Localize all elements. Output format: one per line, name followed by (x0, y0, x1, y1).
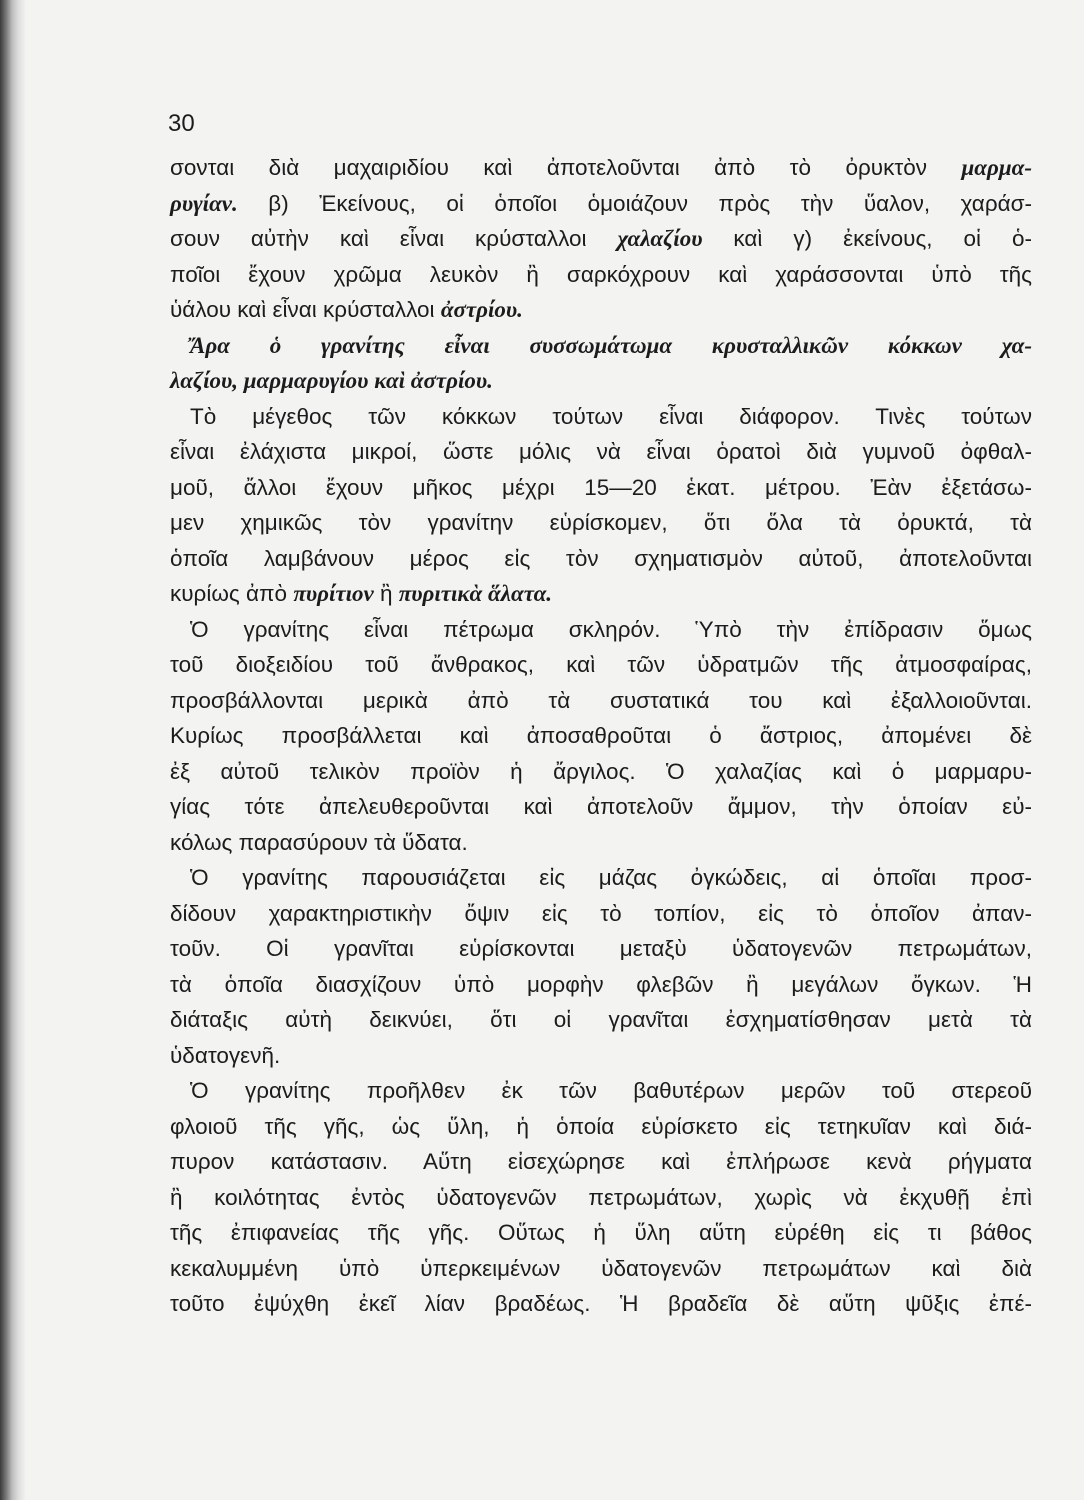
text-segment: Ὁ γρανίτης εἶναι πέτρωμα σκληρόν. Ὑπὸ τὴν ἐπίδρασιν ὅμως (190, 616, 1032, 642)
text-segment: ἢ (373, 581, 399, 606)
text-segment: προσβάλλονται μερικὰ ἀπὸ τὰ συστατικά του καὶ ἐξαλλοιοῦνται. (170, 687, 1032, 713)
text-segment: καὶ γ) ἐκείνους, οἱ ὁ- (702, 226, 1032, 251)
emphasized-text: χαλαζίου (617, 226, 703, 251)
text-line (170, 576, 1032, 612)
text-segment: ποῖοι ἔχουν χρῶμα λευκὸν ἢ σαρκόχρουν καὶ χαράσσονται ὑπὸ τῆς (170, 261, 1032, 287)
text-segment: σουν αὐτὴν καὶ εἶναι κρύσταλλοι (170, 226, 618, 251)
text-segment: κυρίως ἀπὸ (170, 581, 294, 606)
paragraph (170, 399, 1032, 612)
paragraph (170, 150, 1032, 328)
text-line (170, 1144, 1032, 1180)
text-line (170, 931, 1032, 967)
paragraph (170, 1073, 1032, 1322)
text-segment: ὑδατογενῆ. (170, 1042, 281, 1068)
text-segment: εἶναι ἐλάχιστα μικροί, ὥστε μόλις νὰ εἶναι ὁρατοὶ διὰ γυμνοῦ ὀφθαλ- (170, 439, 1032, 464)
book-binding-shadow (0, 0, 26, 1500)
text-line (170, 683, 1032, 719)
text-line (170, 647, 1032, 683)
text-segment: μοῦ, ἄλλοι ἔχουν μῆκος μέχρι 15—20 ἑκατ. μέτρου. Ἐὰν ἐξετάσω- (170, 474, 1032, 500)
text-segment: δίδουν χαρακτηριστικὴν ὄψιν εἰς τὸ τοπίον, εἰς τὸ ὁποῖον ἀπαν- (170, 900, 1032, 926)
paragraph (170, 612, 1032, 861)
emphasized-text: ρυγίαν. (170, 190, 238, 216)
text-line (170, 328, 1032, 364)
text-line (170, 718, 1032, 754)
text-line (170, 1038, 1032, 1074)
text-segment: κόλως παρασύρουν τὰ ὕδατα. (170, 829, 468, 855)
text-line (170, 434, 1032, 470)
text-line (170, 825, 1032, 861)
text-segment: ὑάλου καὶ εἶναι κρύσταλλοι (170, 297, 441, 322)
text-line (170, 399, 1032, 435)
emphasized-text: πυρίτιον (293, 581, 374, 606)
text-line (170, 363, 1032, 399)
text-line (170, 1215, 1032, 1251)
text-line (170, 505, 1032, 541)
text-line (170, 292, 1032, 328)
text-segment: σονται διὰ μαχαιριδίου καὶ ἀποτελοῦνται ἀπὸ τὸ ὀρυκτὸν (170, 155, 962, 180)
text-segment: ὁποῖα λαμβάνουν μέρος εἰς τὸν σχηματισμὸν αὐτοῦ, ἀποτελοῦνται (170, 545, 1032, 571)
text-segment: ἢ κοιλότητας ἐντὸς ὑδατογενῶν πετρωμάτων, χωρὶς νὰ ἐκχυθῇ ἐπὶ (170, 1184, 1032, 1210)
text-segment: τὰ ὁποῖα διασχίζουν ὑπὸ μορφὴν φλεβῶν ἢ μεγάλων ὄγκων. Ἡ (170, 971, 1032, 997)
text-segment: φλοιοῦ τῆς γῆς, ὡς ὕλη, ἡ ὁποία εὑρίσκετο εἰς τετηκυῖαν καὶ διά- (170, 1113, 1032, 1139)
text-line (170, 612, 1032, 648)
paragraph (170, 860, 1032, 1073)
page-number: 30 (168, 110, 195, 137)
text-line (170, 1180, 1032, 1216)
text-line (170, 754, 1032, 790)
paragraph (170, 328, 1032, 399)
emphasized-text: πυριτικὰ ἅλατα. (398, 581, 553, 606)
text-line (170, 967, 1032, 1003)
text-segment: τοῦ διοξειδίου τοῦ ἄνθρακος, καὶ τῶν ὑδρατμῶν τῆς ἀτμοσφαίρας, (170, 652, 1032, 677)
emphasized-text: Ἄρα ὁ γρανίτης εἶναι συσσωμάτωμα κρυσταλλικῶν κόκκων χα- (190, 332, 1032, 358)
text-line (170, 1251, 1032, 1287)
text-line (170, 150, 1032, 186)
text-segment: Κυρίως προσβάλλεται καὶ ἀποσαθροῦται ὁ ἄστριος, ἀπομένει δὲ (170, 723, 1032, 748)
text-line (170, 470, 1032, 506)
text-segment: κεκαλυμμένη ὑπὸ ὑπερκειμένων ὑδατογενῶν πετρωμάτων καὶ διὰ (170, 1255, 1032, 1281)
text-line (170, 896, 1032, 932)
text-segment: μεν χημικῶς τὸν γρανίτην εὑρίσκομεν, ὅτι ὅλα τὰ ὀρυκτά, τὰ (170, 510, 1032, 535)
text-line (170, 789, 1032, 825)
text-segment: β) Ἐκείνους, οἱ ὁποῖοι ὁμοιάζουν πρὸς τὴν ὕαλον, χαράσ- (237, 190, 1032, 216)
text-line (170, 1109, 1032, 1145)
text-segment: Ὁ γρανίτης προῆλθεν ἐκ τῶν βαθυτέρων μερῶν τοῦ στερεοῦ (190, 1078, 1032, 1103)
text-line (170, 1002, 1032, 1038)
emphasized-text: μαρμα- (961, 155, 1032, 180)
text-segment: τοῦν. Οἱ γρανῖται εὑρίσκονται μεταξὺ ὑδατογενῶν πετρωμάτων, (170, 936, 1032, 961)
text-line (170, 860, 1032, 896)
emphasized-text: ἀστρίου. (440, 297, 523, 322)
text-line (170, 541, 1032, 577)
text-segment: ἐξ αὐτοῦ τελικὸν προϊὸν ἡ ἄργιλος. Ὁ χαλαζίας καὶ ὁ μαρμαρυ- (170, 758, 1032, 784)
text-line (170, 1286, 1032, 1322)
text-segment: τῆς ἐπιφανείας τῆς γῆς. Οὕτως ἡ ὕλη αὕτη εὑρέθη εἰς τι βάθος (170, 1220, 1032, 1245)
text-line (170, 221, 1032, 257)
text-segment: τοῦτο ἐψύχθη ἐκεῖ λίαν βραδέως. Ἡ βραδεῖα δὲ αὕτη ψῦξις ἐπέ- (170, 1291, 1032, 1316)
text-segment: Ὁ γρανίτης παρουσιάζεται εἰς μάζας ὀγκώδεις, αἱ ὁποῖαι προσ- (190, 865, 1032, 890)
text-segment: πυρον κατάστασιν. Αὕτη εἰσεχώρησε καὶ ἐπλήρωσε κενὰ ρήγματα (170, 1149, 1032, 1174)
text-segment: Τὸ μέγεθος τῶν κόκκων τούτων εἶναι διάφορον. Τινὲς τούτων (190, 403, 1032, 429)
text-line (170, 1073, 1032, 1109)
text-segment: γίας τότε ἀπελευθεροῦνται καὶ ἀποτελοῦν ἄμμον, τὴν ὁποίαν εὐ- (170, 794, 1032, 819)
text-line (170, 257, 1032, 293)
text-line (170, 186, 1032, 222)
body-text (170, 150, 1032, 1322)
emphasized-text: λαζίου, μαρμαρυγίου καὶ ἀστρίου. (170, 368, 493, 393)
text-segment: διάταξις αὐτὴ δεικνύει, ὅτι οἱ γρανῖται ἐσχηματίσθησαν μετὰ τὰ (170, 1007, 1032, 1032)
